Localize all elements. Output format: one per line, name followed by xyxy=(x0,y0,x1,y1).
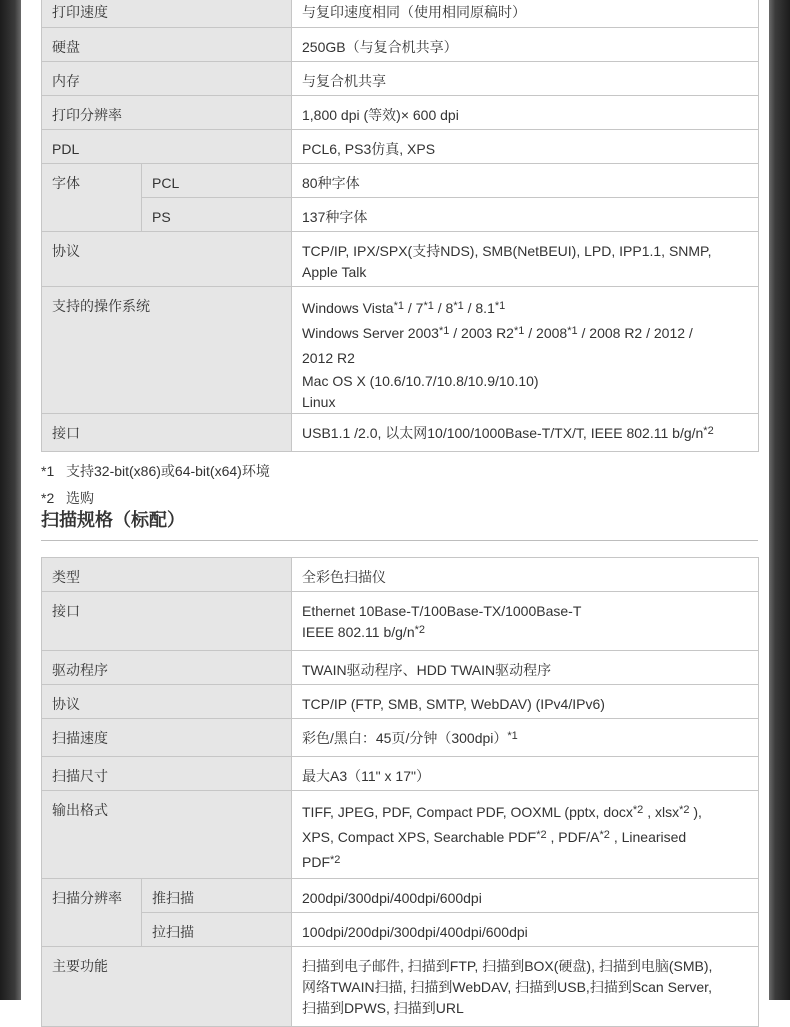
footnote-mark: *1 xyxy=(567,325,578,337)
row-label-os: 支持的操作系统 xyxy=(42,287,292,414)
format-text: , xlsx xyxy=(643,804,680,820)
row-value-pcl-fonts: 80种字体 xyxy=(292,164,759,198)
scan-interface-line-1: Ethernet 10Base-T/100Base-TX/1000Base-T xyxy=(302,603,582,619)
table-row xyxy=(42,62,759,96)
row-label-hdd: 硬盘 xyxy=(42,28,292,62)
table-row xyxy=(42,592,759,651)
table-row xyxy=(42,232,759,287)
row-label-print-speed: 打印速度 xyxy=(42,0,292,28)
footnote-mark: *1 xyxy=(513,325,525,337)
row-value-scan-size: 最大A3（11" x 17"） xyxy=(292,757,759,791)
row-value-os xyxy=(292,287,759,414)
table-row xyxy=(42,287,759,414)
footnote-mark: *1 xyxy=(494,300,506,312)
os-windows-server-2012r2: 2012 R2 xyxy=(302,350,355,366)
functions-line-3: 扫描到DPWS, 扫描到URL xyxy=(302,1000,464,1016)
footnotes xyxy=(41,458,270,512)
row-value-print-speed: 与复印速度相同（使用相同原稿时） xyxy=(292,0,759,28)
footnote-1 xyxy=(41,458,270,485)
row-label-pdl: PDL xyxy=(42,130,292,164)
row-value-output-format xyxy=(292,791,759,879)
footnote-mark: *1 xyxy=(453,300,464,312)
row-value-scan-protocol: TCP/IP (FTP, SMB, SMTP, WebDAV) (IPv4/IPv6) xyxy=(292,685,759,719)
row-label-scan-size: 扫描尺寸 xyxy=(42,757,292,791)
row-value-type: 全彩色扫描仪 xyxy=(292,558,759,592)
row-value-print-resolution: 1,800 dpi (等效)× 600 dpi xyxy=(292,96,759,130)
os-sep: / 7 xyxy=(403,300,424,316)
section-divider xyxy=(41,540,758,541)
row-label-protocol: 协议 xyxy=(42,232,292,287)
os-sep: / 8 xyxy=(433,300,454,316)
row-label-type: 类型 xyxy=(42,558,292,592)
footnote-mark: *1 xyxy=(423,300,434,312)
table-row xyxy=(42,651,759,685)
table-row xyxy=(42,685,759,719)
row-label-fonts: 字体 xyxy=(42,164,142,232)
footnote-mark: *1 xyxy=(393,300,404,312)
row-label-scan-resolution: 扫描分辨率 xyxy=(42,879,142,947)
page-frame-right xyxy=(769,0,790,1000)
footnote-mark: *2 xyxy=(414,624,426,636)
row-sublabel-pcl: PCL xyxy=(142,164,292,198)
scan-spec-table xyxy=(41,557,759,1027)
footnote-text: 选购 xyxy=(66,490,94,506)
footnote-mark: *2 xyxy=(599,829,610,841)
table-row xyxy=(42,164,759,198)
scan-interface-line-2: IEEE 802.11 b/g/n xyxy=(302,624,415,640)
row-sublabel-pull-scan: 拉扫描 xyxy=(142,913,292,947)
row-label-scan-interface: 接口 xyxy=(42,592,292,651)
row-label-scan-protocol: 协议 xyxy=(42,685,292,719)
table-row xyxy=(42,719,759,757)
functions-line-1: 扫描到电子邮件, 扫描到FTP, 扫描到BOX(硬盘), 扫描到电脑(SMB), xyxy=(302,958,713,974)
protocol-line-1: TCP/IP, IPX/SPX(支持NDS), SMB(NetBEUI), LPD, IPP1.1, SNMP, xyxy=(302,243,712,259)
table-row xyxy=(42,198,759,232)
row-value-pdl: PCL6, PS3仿真, XPS xyxy=(292,130,759,164)
row-label-output-format: 输出格式 xyxy=(42,791,292,879)
row-value-push-scan: 200dpi/300dpi/400dpi/600dpi xyxy=(292,879,759,913)
row-value-driver: TWAIN驱动程序、HDD TWAIN驱动程序 xyxy=(292,651,759,685)
spec-page-content xyxy=(21,0,769,1016)
row-value-ps-fonts: 137种字体 xyxy=(292,198,759,232)
table-row xyxy=(42,0,759,28)
table-row xyxy=(42,96,759,130)
footnote-mark: *2 xyxy=(41,490,55,506)
os-linux: Linux xyxy=(302,394,336,410)
print-spec-table xyxy=(41,0,759,452)
footnote-mark: *2 xyxy=(632,804,644,816)
scan-speed-value: 彩色/黑白：45页/分钟（300dpi） xyxy=(302,730,508,746)
table-row xyxy=(42,757,759,791)
footnote-mark: *2 xyxy=(536,829,547,841)
footnote-mark: *1 xyxy=(438,325,450,337)
row-value-pull-scan: 100dpi/200dpi/300dpi/400dpi/600dpi xyxy=(292,913,759,947)
functions-line-2: 网络TWAIN扫描, 扫描到WebDAV, 扫描到USB,扫描到Scan Server, xyxy=(302,979,712,995)
row-label-scan-speed: 扫描速度 xyxy=(42,719,292,757)
table-row xyxy=(42,130,759,164)
format-text: PDF xyxy=(302,854,330,870)
row-label-memory: 内存 xyxy=(42,62,292,96)
row-label-main-functions: 主要功能 xyxy=(42,947,292,1027)
protocol-line-2: Apple Talk xyxy=(302,264,367,280)
footnote-mark: *1 xyxy=(41,463,55,479)
table-row xyxy=(42,879,759,913)
row-label-driver: 驱动程序 xyxy=(42,651,292,685)
footnote-text: 支持32-bit(x86)或64-bit(x64)环境 xyxy=(66,463,270,479)
os-sep: / 2003 R2 xyxy=(449,325,514,341)
os-sep: / 2008 R2 / 2012 / xyxy=(577,325,693,341)
row-value-scan-interface xyxy=(292,592,759,651)
row-label-print-resolution: 打印分辨率 xyxy=(42,96,292,130)
interface-value: USB1.1 /2.0, 以太网10/100/1000Base-T/TX/T, IEEE 802.11 b/g/n xyxy=(302,425,704,441)
os-sep: / 2008 xyxy=(524,325,568,341)
table-row xyxy=(42,791,759,879)
os-mac: Mac OS X (10.6/10.7/10.8/10.9/10.10) xyxy=(302,373,539,389)
page-frame-left xyxy=(0,0,21,1000)
row-value-scan-speed xyxy=(292,719,759,757)
footnote-mark: *1 xyxy=(507,730,518,742)
row-value-hdd: 250GB（与复合机共享） xyxy=(292,28,759,62)
format-text: XPS, Compact XPS, Searchable PDF xyxy=(302,829,537,845)
format-text: TIFF, JPEG, PDF, Compact PDF, OOXML (pptx, docx xyxy=(302,804,633,820)
format-text: , PDF/A xyxy=(546,829,600,845)
footnote-mark: *2 xyxy=(330,854,341,866)
os-windows-vista: Windows Vista xyxy=(302,300,394,316)
table-row xyxy=(42,414,759,452)
section-title-scan: 扫描规格（标配） xyxy=(41,510,185,531)
footnote-mark: *2 xyxy=(679,804,690,816)
format-text: , Linearised xyxy=(609,829,687,845)
os-sep: / 8.1 xyxy=(463,300,495,316)
row-value-interface xyxy=(292,414,759,452)
row-sublabel-push-scan: 推扫描 xyxy=(142,879,292,913)
row-label-interface: 接口 xyxy=(42,414,292,452)
table-row xyxy=(42,28,759,62)
footnote-mark: *2 xyxy=(703,425,714,437)
row-sublabel-ps: PS xyxy=(142,198,292,232)
row-value-main-functions xyxy=(292,947,759,1027)
os-windows-server: Windows Server 2003 xyxy=(302,325,439,341)
row-value-memory: 与复合机共享 xyxy=(292,62,759,96)
table-row xyxy=(42,558,759,592)
format-text: ), xyxy=(689,804,702,820)
table-row xyxy=(42,947,759,1027)
table-row xyxy=(42,913,759,947)
row-value-protocol xyxy=(292,232,759,287)
